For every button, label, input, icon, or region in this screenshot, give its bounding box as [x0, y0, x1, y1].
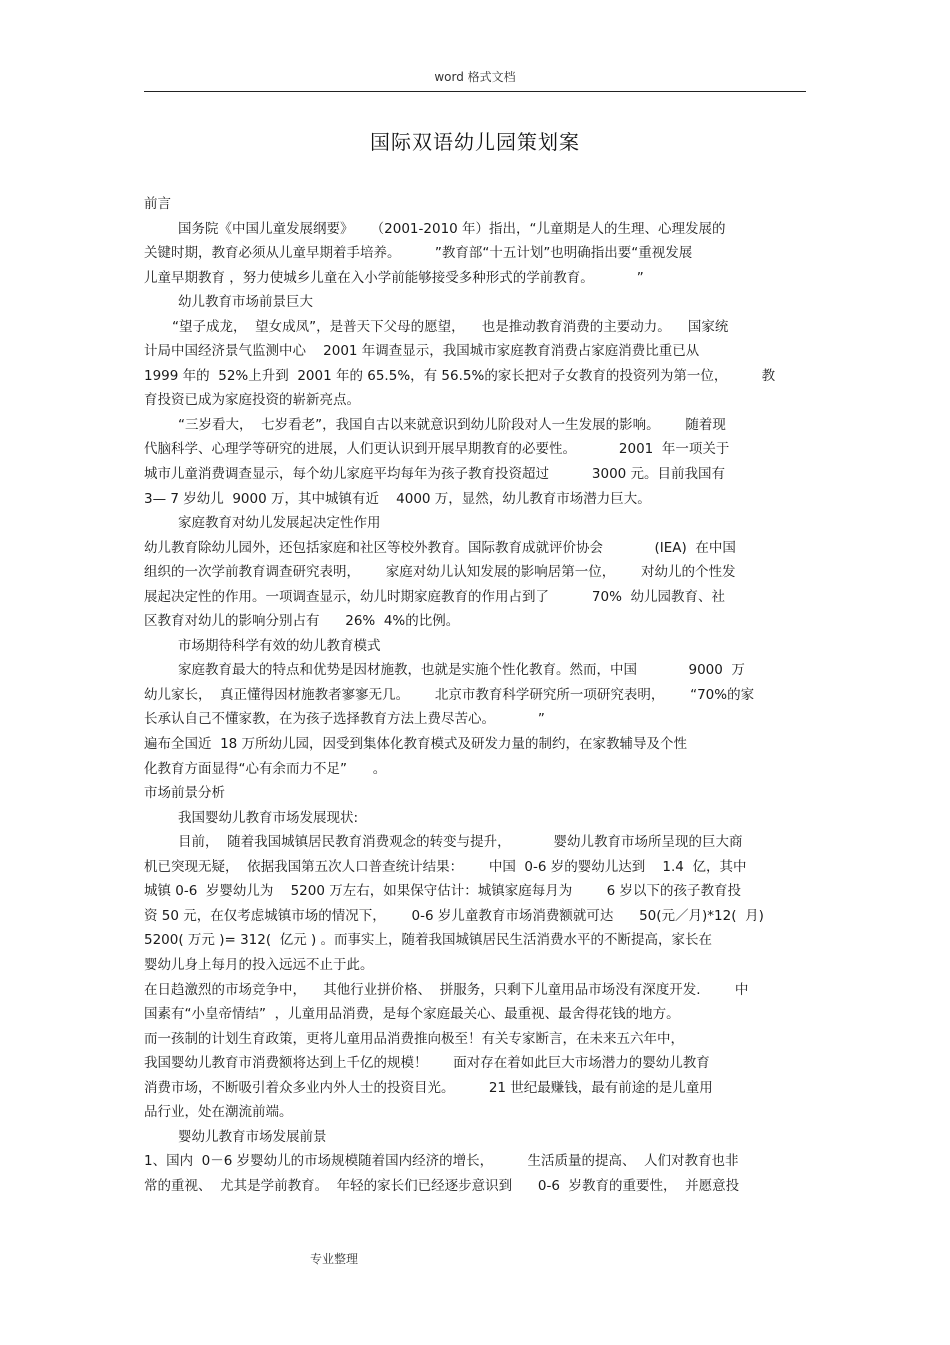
body-line: 城镇 0-6 岁婴幼儿为 5200 万左右，如果保守估计：城镇家庭每月为 6 岁以下的孩子教育投	[144, 883, 741, 900]
body-line: “三岁看大， 七岁看老”，我国自古以来就意识到幼儿阶段对人一生发展的影响。 随着现	[178, 416, 726, 433]
body-line: 3— 7 岁幼儿 9000 万，其中城镇有近 4000 万，显然，幼儿教育市场潜力巨大。	[144, 490, 651, 507]
body-line: 消费市场，不断吸引着众多业内外人士的投资目光。 21 世纪最赚钱，最有前途的是儿童用	[144, 1079, 713, 1096]
body-line: 资 50 元，在仅考虑城镇市场的情况下， 0-6 岁儿童教育市场消费额就可达 50(元／月)*12( 月)	[144, 907, 764, 924]
document-title: 国际双语幼儿园策划案	[370, 130, 580, 154]
body-line: 市场前景分析	[144, 785, 225, 802]
body-line: 家庭教育最大的特点和优势是因材施教，也就是实施个性化教育。然而，中国 9000 万	[178, 662, 745, 679]
body-line: 前言	[144, 196, 171, 212]
body-line: 代脑科学、心理学等研究的进展，人们更认识到开展早期教育的必要性。 2001 年一项关于	[144, 441, 730, 458]
body-line: 我国婴幼儿教育市消费额将达到上千亿的规模！ 面对存在着如此巨大市场潜力的婴幼儿教育	[144, 1055, 710, 1072]
body-line: 展起决定性的作用。一项调查显示，幼儿时期家庭教育的作用占到了 70% 幼儿园教育、社	[144, 588, 725, 605]
body-line: 长承认自己不懂家教，在为孩子选择教育方法上费尽苦心。 ”	[144, 711, 545, 728]
body-line: 幼儿教育市场前景巨大	[178, 294, 313, 311]
body-line: 组织的一次学前教育调查研究表明， 家庭对幼儿认知发展的影响居第一位， 对幼儿的个性发	[144, 564, 736, 581]
body-line: 常的重视、 尤其是学前教育。 年轻的家长们已经逐步意识到 0-6 岁教育的重要性， 并愿意投	[144, 1177, 740, 1194]
document-body	[144, 192, 808, 1198]
body-line: 遍布全国近 18 万所幼儿园，因受到集体化教育模式及研发力量的制约，在家教辅导及个性	[144, 736, 688, 753]
body-line: 1、国内 0－6 岁婴幼儿的市场规模随着国内经济的增长， 生活质量的提高、 人们对教育也非	[144, 1153, 739, 1170]
body-line: 家庭教育对幼儿发展起决定性作用	[178, 515, 381, 532]
body-line: 目前， 随着我国城镇居民教育消费观念的转变与提升， 婴幼儿教育市场所呈现的巨大商	[178, 834, 743, 851]
body-line: 关键时期，教育必须从儿童早期着手培养。 ”教育部“十五计划”也明确指出要“重视发展	[144, 245, 693, 262]
body-line: 国素有“小皇帝情结” ，儿童用品消费，是每个家庭最关心、最重视、最舍得花钱的地方。	[144, 1006, 680, 1023]
page-header: word 格式文档	[434, 70, 516, 84]
body-line: 我国婴幼儿教育市场发展现状:	[178, 809, 359, 826]
body-line: 育投资已成为家庭投资的崭新亮点。	[144, 392, 360, 409]
body-line: 1999 年的 52%上升到 2001 年的 65.5%，有 56.5%的家长把对子女教育的投资列为第一位， 教	[144, 367, 776, 384]
body-line: 机已突现无疑， 依据我国第五次人口普查统计结果： 中国 0-6 岁的婴幼儿达到 1.4 亿，其中	[144, 858, 747, 875]
body-line: 婴幼儿身上每月的投入远远不止于此。	[144, 956, 374, 973]
body-line: 幼儿家长， 真正懂得因材施教者寥寥无几。 北京市教育科学研究所一项研究表明， “70%的家	[144, 686, 755, 703]
body-line: 国务院《中国儿童发展纲要》 （2001-2010 年）指出，“儿童期是人的生理、心理发展的	[178, 220, 726, 237]
body-line: 计局中国经济景气监测中心 2001 年调查显示，我国城市家庭教育消费占家庭消费比重已从	[144, 343, 700, 360]
body-line: 而一孩制的计划生育政策，更将儿童用品消费推向极至！有关专家断言，在未来五六年中，	[144, 1030, 684, 1047]
body-line: 化教育方面显得“心有余而力不足” 。	[144, 760, 387, 777]
body-line: 市场期待科学有效的幼儿教育模式	[178, 637, 381, 654]
body-line: 儿童早期教育 ，努力使城乡儿童在入小学前能够接受多种形式的学前教育。 ”	[144, 269, 644, 286]
header-rule	[144, 91, 806, 92]
page-footer: 专业整理	[310, 1252, 359, 1266]
body-line: “望子成龙， 望女成凤”，是普天下父母的愿望， 也是推动教育消费的主要动力。 国家统	[172, 318, 729, 335]
body-line: 幼儿教育除幼儿园外，还包括家庭和社区等校外教育。国际教育成就评价协会 (IEA) 在中国	[144, 539, 736, 556]
body-line: 品行业，处在潮流前端。	[144, 1104, 293, 1121]
body-line: 区教育对幼儿的影响分别占有 26% 4%的比例。	[144, 613, 460, 630]
body-line: 婴幼儿教育市场发展前景	[178, 1128, 327, 1145]
body-line: 城市儿童消费调查显示，每个幼儿家庭平均每年为孩子教育投资超过 3000 元。目前我国有	[144, 466, 726, 483]
body-line: 在日趋激烈的市场竞争中， 其他行业拼价格、 拼服务，只剩下儿童用品市场没有深度开发. 中	[144, 981, 749, 998]
body-line: 5200( 万元 )= 312( 亿元 ) 。而事实上，随着我国城镇居民生活消费水平的不断提高，家长在	[144, 932, 713, 949]
